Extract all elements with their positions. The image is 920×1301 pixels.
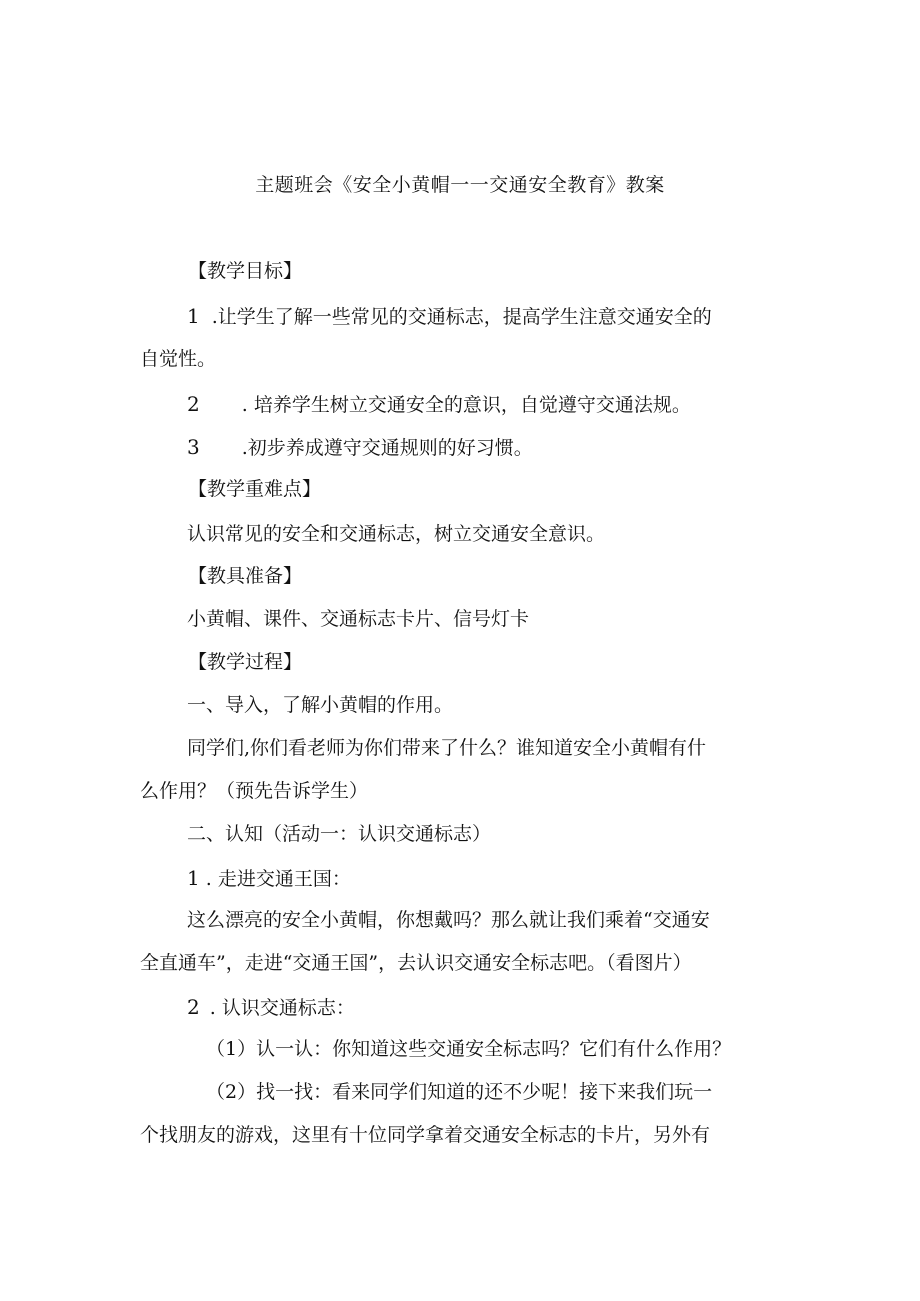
document-title: 主题班会《安全小黄帽一一交通安全教育》教案 <box>255 174 665 196</box>
step-1-text-continued: 么作用？（预先告诉学生） <box>140 780 369 802</box>
sub-1-text: . 走进交通王国： <box>205 868 351 890</box>
sub-1-body-continued: 全直通车”，走进“交通王国”，去认识交通安全标志吧。（看图片） <box>140 952 692 974</box>
item-2: （2）找一找：看来同学们知道的还不少呢！接下来我们玩一 <box>206 1081 713 1103</box>
goal-1-text-continued: 自觉性。 <box>140 348 217 370</box>
goal-2-line <box>187 394 691 415</box>
tools-heading: 【教具准备】 <box>188 565 303 587</box>
sub-1-line <box>187 868 351 889</box>
sub-1-number: 1 <box>187 866 200 890</box>
goal-2-number: 2 <box>187 392 200 416</box>
item-1: （1）认一认：你知道这些交通安全标志吗？它们有什么作用？ <box>206 1038 732 1060</box>
goal-1-text: .让学生了解一些常见的交通标志，提高学生注意交通安全的 <box>211 306 712 328</box>
sub-1-body: 这么漂亮的安全小黄帽，你想戴吗？那么就让我们乘着“交通安 <box>187 909 710 931</box>
sub-2-number: 2 <box>187 995 200 1019</box>
key-points-heading: 【教学重难点】 <box>188 478 322 500</box>
tools-text: 小黄帽、课件、交通标志卡片、信号灯卡 <box>187 608 530 630</box>
goal-1-number: 1 <box>187 304 200 328</box>
step-2-title: 二、认知（活动一：认识交通标志） <box>187 823 492 845</box>
step-1-text: 同学们,你们看老师为你们带来了什么？谁知道安全小黄帽有什 <box>187 737 707 759</box>
key-points-text: 认识常见的安全和交通标志，树立交通安全意识。 <box>187 523 606 545</box>
sub-2-text: . 认识交通标志： <box>209 997 355 1019</box>
goal-3-text: .初步养成遵守交通规则的好习惯。 <box>241 437 533 459</box>
sub-2-line <box>187 997 355 1018</box>
process-heading: 【教学过程】 <box>188 651 303 673</box>
goal-1-line <box>187 306 712 327</box>
goal-3-number: 3 <box>187 435 200 459</box>
goal-3-line <box>187 437 533 458</box>
step-1-title: 一、导入，了解小黄帽的作用。 <box>187 694 454 716</box>
goal-2-text: . 培养学生树立交通安全的意识，自觉遵守交通法规。 <box>241 394 691 416</box>
item-2-continued: 个找朋友的游戏，这里有十位同学拿着交通安全标志的卡片，另外有 <box>140 1124 711 1146</box>
goals-heading: 【教学目标】 <box>188 260 303 282</box>
